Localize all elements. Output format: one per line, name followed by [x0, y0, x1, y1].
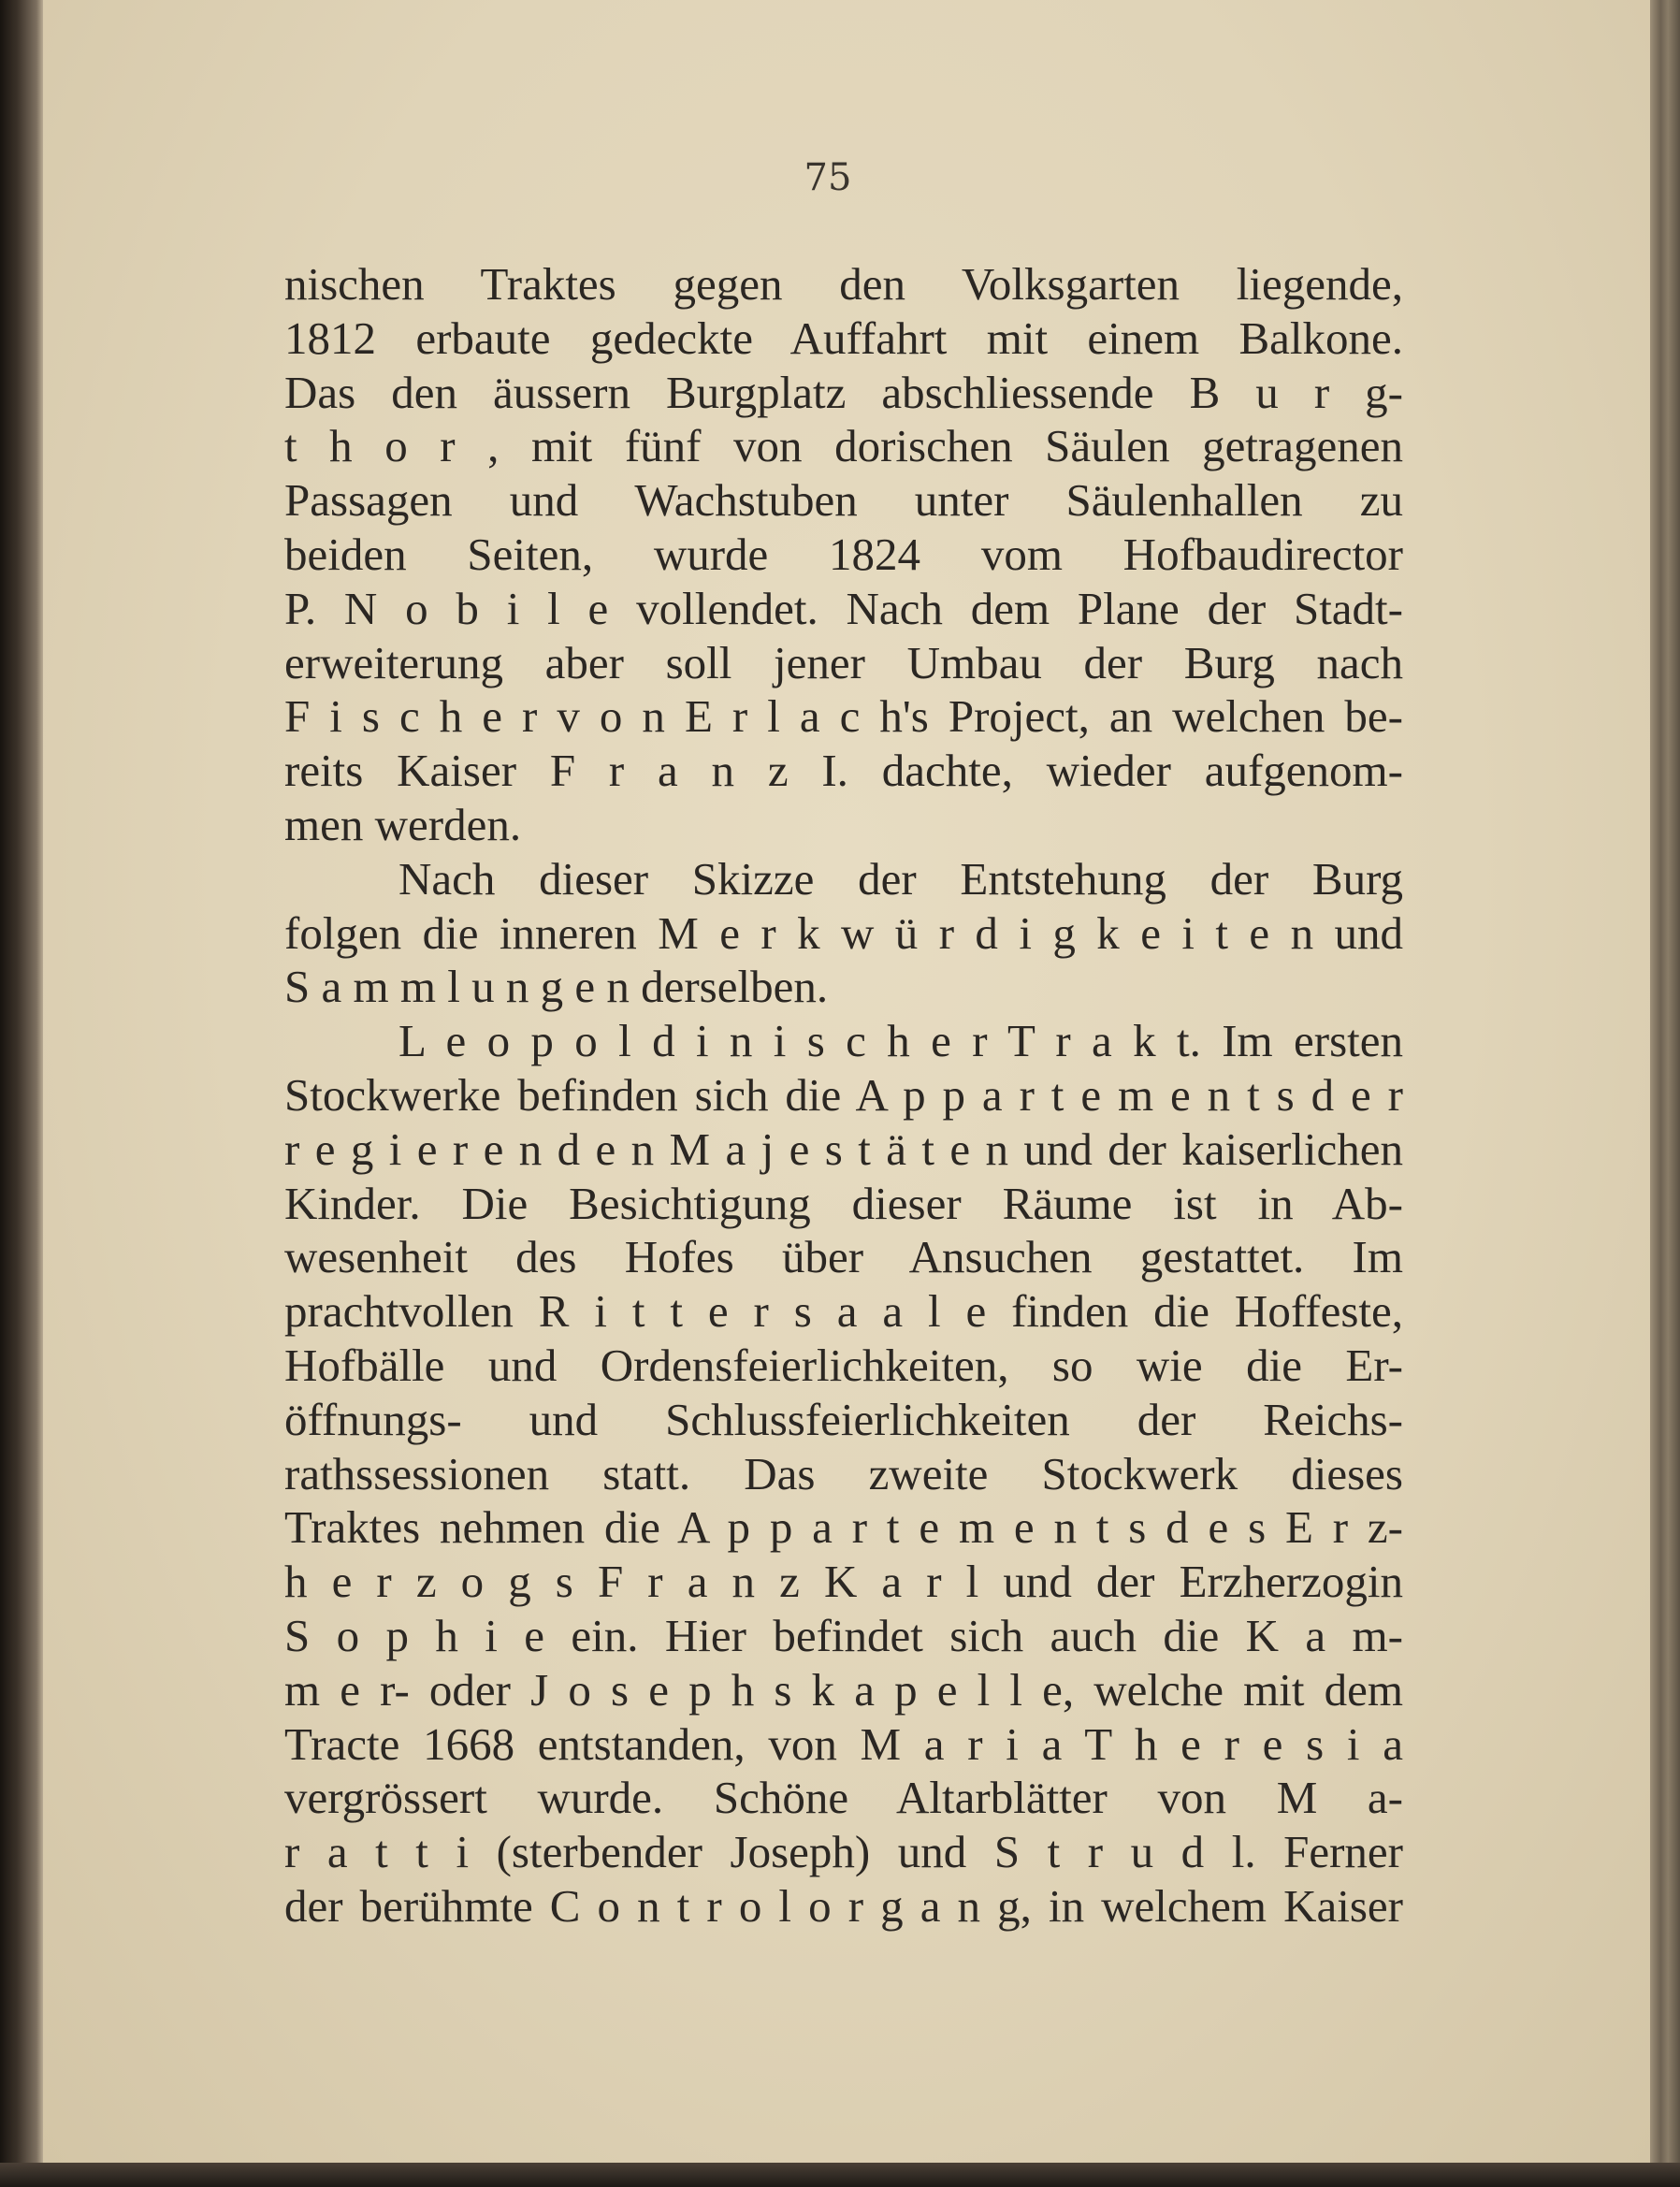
text-line: r e g i e r e n d e n M a j e s t ä t e n und der kaiserlichen [284, 1122, 1403, 1175]
text-line: vergrössert wurde. Schöne Altarblätter von M a- [284, 1772, 1403, 1824]
text-line: Stockwerke befinden sich die A p p a r t e m e n t s d e r [284, 1068, 1403, 1121]
text-line: L e o p o l d i n i s c h e r T r a k t. Im ersten [398, 1015, 1403, 1067]
text-line: Tracte 1668 entstanden, von M a r i a T h e r e s i a [284, 1717, 1403, 1770]
text-line: 1812 erbaute gedeckte Auffahrt mit einem Balkone. [284, 311, 1403, 364]
text-line: rathssessionen statt. Das zweite Stockwerk dieses [284, 1447, 1403, 1499]
text-line: Nach dieser Skizze der Entstehung der Burg [398, 852, 1403, 905]
text-line: F i s c h e r v o n E r l a c h's Project, an welchen be- [284, 690, 1403, 743]
text-line: S o p h i e ein. Hier befindet sich auch die K a m- [284, 1609, 1403, 1661]
text-line: öffnungs- und Schlussfeierlichkeiten der Reichs- [284, 1393, 1403, 1445]
book-gutter-left [0, 0, 43, 2187]
text-line: reits Kaiser F r a n z I. dachte, wieder aufgenom- [284, 745, 1403, 797]
text-line: der berühmte C o n t r o l o r g a n g, in welchem Kaiser [284, 1879, 1403, 1932]
book-page-edge-right [1650, 0, 1680, 2187]
body-text [284, 257, 1403, 1934]
text-line: m e r- oder J o s e p h s k a p e l l e, welche mit dem [284, 1663, 1403, 1716]
text-line: folgen die inneren M e r k w ü r d i g k e i t e n und [284, 906, 1403, 959]
text-line: Kinder. Die Besichtigung dieser Räume ist in Ab- [284, 1177, 1403, 1229]
text-line: Traktes nehmen die A p p a r t e m e n t s d e s E r z- [284, 1501, 1403, 1554]
book-page-edge-bottom [0, 2163, 1680, 2187]
text-line: men werden. [284, 798, 522, 850]
text-line: t h o r , mit fünf von dorischen Säulen getragenen [284, 420, 1403, 472]
text-line: beiden Seiten, wurde 1824 vom Hofbaudirector [284, 528, 1403, 580]
text-line: h e r z o g s F r a n z K a r l und der Erzherzogin [284, 1556, 1403, 1608]
text-line: r a t t i (sterbender Joseph) und S t r u d l. Ferner [284, 1826, 1403, 1878]
text-line: Hofbälle und Ordensfeierlichkeiten, so wie die Er- [284, 1339, 1403, 1391]
text-line: prachtvollen R i t t e r s a a l e finden die Hoffeste, [284, 1285, 1403, 1338]
page-number: 75 [804, 156, 852, 199]
text-line: S a m m l u n g e n derselben. [284, 961, 829, 1013]
text-line: Das den äussern Burgplatz abschliessende B u r g- [284, 366, 1403, 418]
text-line: Passagen und Wachstuben unter Säulenhallen zu [284, 474, 1403, 527]
text-line: P. N o b i l e vollendet. Nach dem Plane der Stadt- [284, 582, 1403, 634]
text-line: wesenheit des Hofes über Ansuchen gestattet. Im [284, 1231, 1403, 1283]
text-line: erweiterung aber soll jener Umbau der Burg nach [284, 636, 1403, 688]
text-line: nischen Traktes gegen den Volksgarten liegende, [284, 258, 1403, 310]
